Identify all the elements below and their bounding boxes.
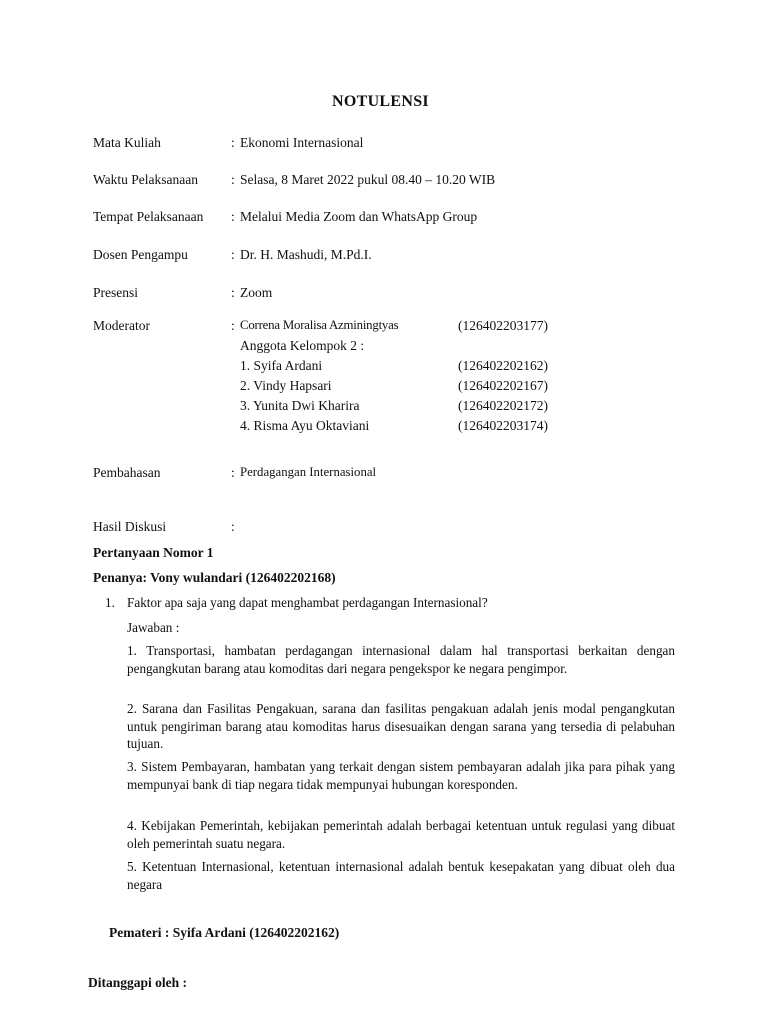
colon: : bbox=[231, 172, 235, 187]
value-mata-kuliah: Ekonomi Internasional bbox=[240, 135, 364, 150]
colon: : bbox=[231, 318, 235, 333]
value-dosen: Dr. H. Mashudi, M.Pd.I. bbox=[240, 247, 372, 262]
label-dosen: Dosen Pengampu bbox=[93, 247, 188, 262]
anggota-nim: (126402203174) bbox=[458, 418, 548, 433]
colon: : bbox=[231, 465, 235, 480]
label-moderator: Moderator bbox=[93, 318, 150, 333]
colon: : bbox=[231, 209, 235, 224]
value-presensi: Zoom bbox=[240, 285, 273, 300]
value-tempat: Melalui Media Zoom dan WhatsApp Group bbox=[240, 209, 478, 224]
answer-item: 3. Sistem Pembayaran, hambatan yang terkait dengan sistem pembayaran adalah jika para pihak yang mempunyai bank di tiap negara tidak mempunyai hubungan koresponden. bbox=[127, 759, 675, 792]
answer-item: 2. Sarana dan Fasilitas Pengakuan, sarana dan fasilitas pengakuan adalah jenis modal pengangkutan untuk pengiriman barang atau komoditas harus disesuaikan dengan sarana yang tersedia di pelabuhan tujuan. bbox=[127, 701, 675, 751]
anggota-nim: (126402202162) bbox=[458, 358, 548, 373]
label-mata-kuliah: Mata Kuliah bbox=[93, 135, 161, 150]
colon: : bbox=[231, 135, 235, 150]
colon: : bbox=[231, 519, 235, 534]
label-hasil-diskusi: Hasil Diskusi bbox=[93, 519, 167, 534]
document-title: NOTULENSI bbox=[332, 93, 429, 110]
label-waktu: Waktu Pelaksanaan bbox=[93, 172, 199, 187]
pemateri: Pemateri : Syifa Ardani (126402202162) bbox=[109, 925, 340, 940]
anggota-heading: Anggota Kelompok 2 : bbox=[240, 338, 365, 353]
pertanyaan-heading: Pertanyaan Nomor 1 bbox=[93, 545, 214, 560]
answer-item: 4. Kebijakan Pemerintah, kebijakan pemerintah adalah berbagai ketentuan untuk regulasi yang dibuat oleh pemerintah suatu negara. bbox=[127, 818, 675, 851]
question-number: 1. bbox=[105, 595, 115, 610]
colon: : bbox=[231, 247, 235, 262]
penanya: Penanya: Vony wulandari (126402202168) bbox=[93, 570, 336, 585]
value-moderator-name: Correna Moralisa Azminingtyas bbox=[240, 318, 399, 332]
anggota-name: 3. Yunita Dwi Kharira bbox=[240, 398, 360, 413]
anggota-name: 4. Risma Ayu Oktaviani bbox=[240, 418, 370, 433]
ditanggapi: Ditanggapi oleh : bbox=[88, 975, 188, 990]
colon: : bbox=[231, 285, 235, 300]
anggota-name: 2. Vindy Hapsari bbox=[240, 378, 332, 393]
label-pembahasan: Pembahasan bbox=[93, 465, 161, 480]
value-pembahasan: Perdagangan Internasional bbox=[240, 465, 377, 479]
question-text: Faktor apa saja yang dapat menghambat perdagangan Internasional? bbox=[127, 595, 488, 610]
jawaban-label: Jawaban : bbox=[127, 620, 180, 635]
anggota-name: 1. Syifa Ardani bbox=[240, 358, 323, 373]
value-moderator-nim: (126402203177) bbox=[458, 318, 548, 333]
label-presensi: Presensi bbox=[93, 285, 138, 300]
anggota-nim: (126402202167) bbox=[458, 378, 548, 393]
answer-item: 5. Ketentuan Internasional, ketentuan internasional adalah bentuk kesepakatan yang dibuat oleh dua negara bbox=[127, 859, 675, 892]
value-waktu: Selasa, 8 Maret 2022 pukul 08.40 – 10.20 WIB bbox=[240, 172, 496, 187]
anggota-nim: (126402202172) bbox=[458, 398, 548, 413]
label-tempat: Tempat Pelaksanaan bbox=[93, 209, 204, 224]
answer-item: 1. Transportasi, hambatan perdagangan internasional dalam hal transportasi berkaitan dengan pengangkutan barang atau komoditas dari negara pengekspor ke negara pengimpor. bbox=[127, 643, 675, 676]
